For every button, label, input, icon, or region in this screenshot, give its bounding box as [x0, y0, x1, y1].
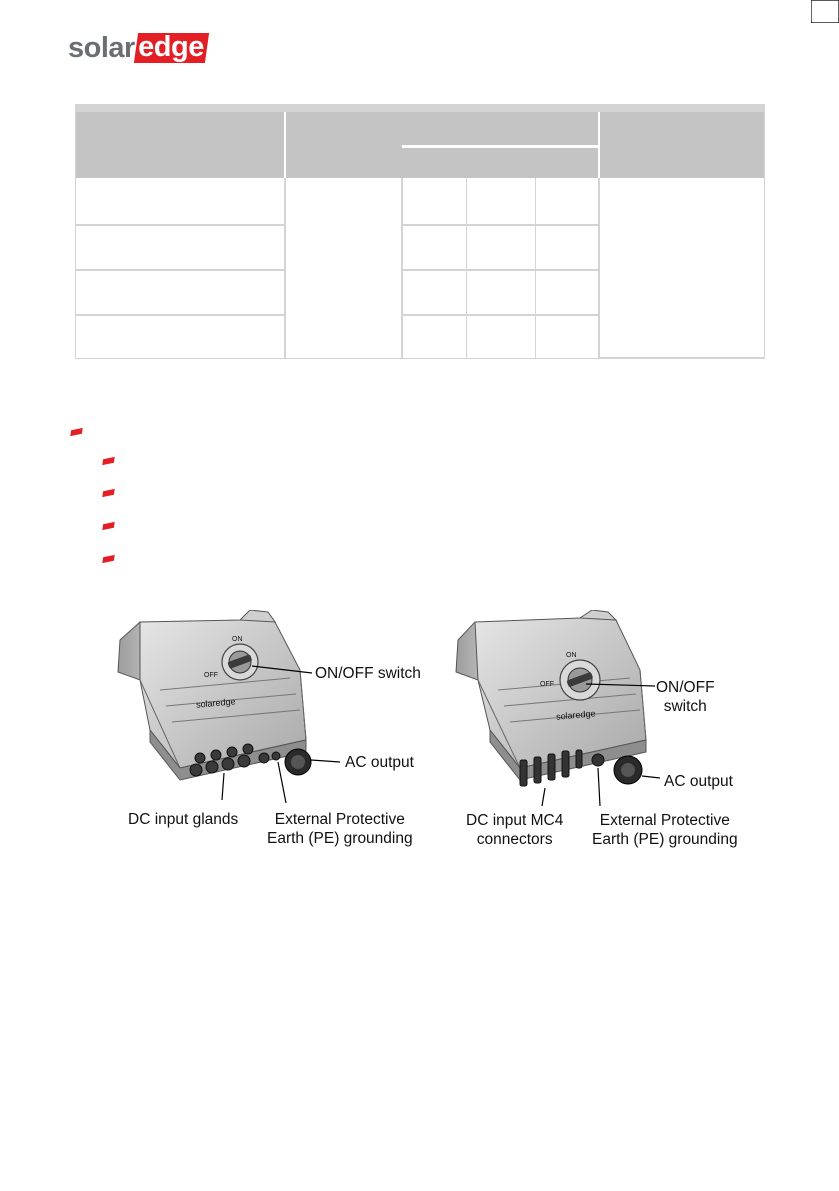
- specifications-table: [75, 104, 765, 359]
- row-divider: [76, 224, 284, 226]
- sub-list-bullet: [102, 555, 114, 563]
- right-device-on-label: ON: [566, 652, 577, 659]
- left-pe-grounding-label: [267, 810, 413, 848]
- left-dc-input-label: DC input glands: [128, 811, 239, 828]
- left-device-on-label: ON: [232, 636, 243, 643]
- right-dc-input-label: [466, 811, 563, 849]
- right-on-off-switch-line1: ON/OFF: [656, 679, 715, 696]
- row-divider: [401, 224, 599, 226]
- header-divider: [598, 112, 600, 178]
- right-on-off-switch-line2: switch: [663, 698, 707, 715]
- right-pe-grounding-line1: External Protective: [599, 812, 730, 829]
- row-divider: [76, 314, 284, 316]
- left-ac-output-label: AC output: [345, 754, 414, 771]
- left-device-off-label: OFF: [204, 672, 218, 679]
- header-divider: [284, 112, 286, 178]
- sub-list-bullet: [102, 522, 114, 530]
- left-pe-grounding-line2: Earth (PE) grounding: [267, 830, 413, 847]
- left-pe-grounding-line1: External Protective: [274, 811, 405, 828]
- page-edge-tab: [811, 0, 839, 23]
- right-ac-output-label: AC output: [664, 773, 733, 790]
- list-bullet: [70, 428, 82, 436]
- sub-list-bullet: [102, 457, 114, 465]
- solaredge-logo: [68, 32, 207, 64]
- column-divider: [284, 178, 286, 359]
- right-device-off-label: OFF: [540, 681, 554, 688]
- row-divider: [76, 269, 284, 271]
- row-divider: [401, 269, 599, 271]
- right-pe-grounding-label: [592, 811, 738, 849]
- left-device-brand: solaredge: [195, 696, 236, 710]
- right-device-brand: solaredge: [555, 708, 596, 722]
- right-inverter-unit: [456, 610, 660, 806]
- left-on-off-switch-label: ON/OFF switch: [315, 665, 421, 682]
- right-pe-grounding-line2: Earth (PE) grounding: [592, 831, 738, 848]
- right-dc-input-line1: DC input MC4: [466, 812, 564, 829]
- right-dc-input-line2: connectors: [476, 831, 553, 848]
- row-divider: [401, 314, 599, 316]
- row-divider: [598, 357, 764, 359]
- logo-text-solar: solar: [68, 32, 135, 64]
- sub-list-bullet: [102, 489, 114, 497]
- header-span-rule: [402, 145, 598, 148]
- inverter-connections-figure: [100, 610, 760, 860]
- right-on-off-switch-label: [656, 678, 715, 716]
- logo-text-edge: edge: [134, 33, 209, 63]
